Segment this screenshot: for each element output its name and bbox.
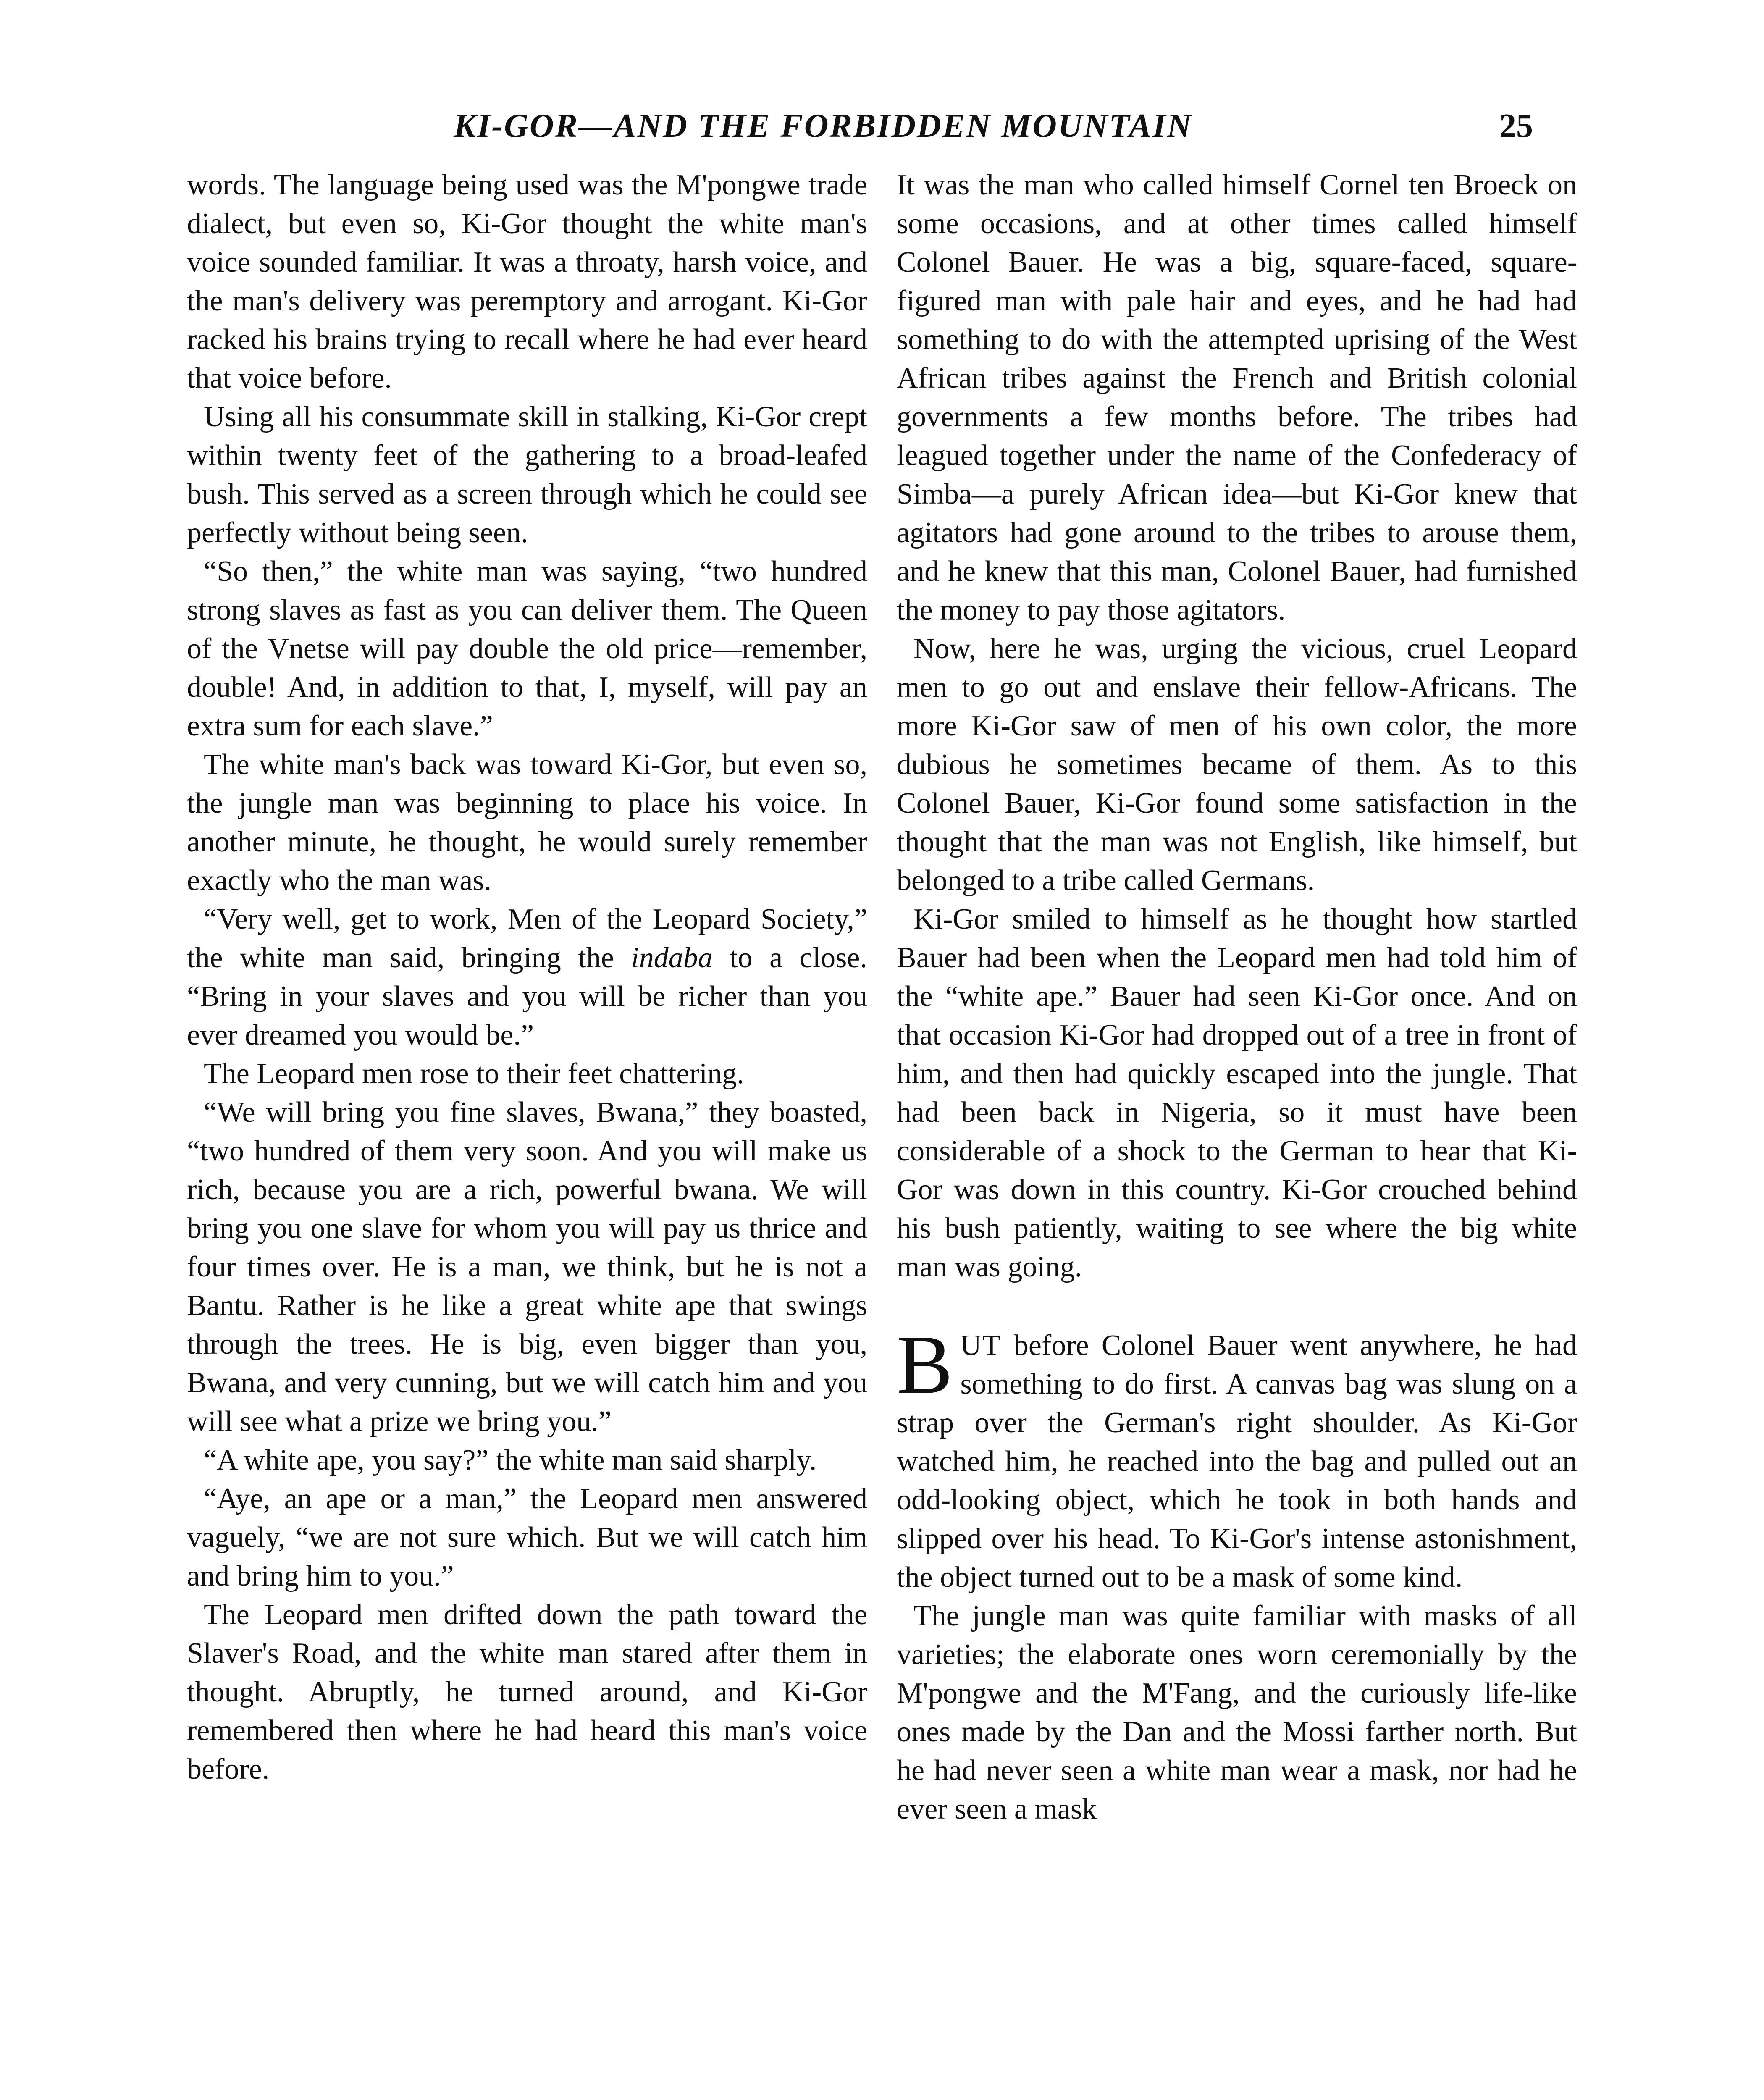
paragraph: Using all his consummate skill in stalking, Ki-Gor crept within twenty feet of the gathering to a broad-leafed bush. This served as a screen through which he could see perfectly without being seen. (187, 401, 867, 549)
small-caps-lead: UT (960, 1329, 1001, 1362)
paragraph: words. The language being used was the M'pongwe trade dialect, but even so, Ki-Gor thought the white man's voice sounded familiar. It was a throaty, harsh voice, and the man's delivery was peremptory and arrogant. Ki-Gor racked his brains trying to recall where he had ever heard that voice before. (187, 169, 867, 394)
paragraph: The Leopard men rose to their feet chattering. (204, 1058, 744, 1090)
paragraph: Ki-Gor smiled to himself as he thought how startled Bauer had been when the Leopard men had told him of the “white ape.” Bauer had seen Ki-Gor once. And on that occasion Ki-Gor had dropped out of a tree in front of him, and then had quickly escaped into the jungle. That had been back in Nigeria, so it must have been considerable of a shock to the German to hear that Ki-Gor was down in this country. Ki-Gor crouched behind his bush patiently, waiting to see where the big white man was going. (897, 903, 1577, 1283)
section-start-paragraph (897, 1318, 1577, 1597)
paragraph-text: “Very well, get to work, Men of the Leopard Society,” the white man said, bringing the (187, 903, 867, 974)
right-column (897, 166, 1577, 1829)
paragraph-text: to a close. “Bring in your slaves and you will be richer than you ever dreamed you would be.” (187, 942, 867, 1051)
paragraph: It was the man who called himself Cornel ten Broeck on some occasions, and at other times called himself Colonel Bauer. He was a big, square-faced, square-figured man with pale hair and eyes, and he had had something to do with the attempted uprising of the West African tribes against the French and British colonial governments a few months before. The tribes had leagued together under the name of the Confederacy of Simba—a purely African idea—but Ki-Gor knew that agitators had gone around to the tribes to arouse them, and he knew that this man, Colonel Bauer, had furnished the money to pay those agitators. (897, 169, 1577, 626)
drop-cap: B (897, 1318, 953, 1411)
italic-word: indaba (631, 942, 713, 974)
paragraph: The jungle man was quite familiar with masks of all varieties; the elaborate ones worn ceremonially by the M'pongwe and the M'Fang, and the curiously life-like ones made by the Dan and the Mossi farther north. But he had never seen a white man wear a mask, nor had he ever seen a mask (897, 1600, 1577, 1825)
paragraph (187, 900, 867, 1055)
page-number: 25 (1499, 108, 1533, 144)
paragraph: The Leopard men drifted down the path toward the Slaver's Road, and the white man stared after them in thought. Abruptly, he turned around, and Ki-Gor remembered then where he had heard this man's voice before. (187, 1599, 867, 1785)
paragraph: “We will bring you fine slaves, Bwana,” they boasted, “two hundred of them very soon. And you will make us rich, because you are a rich, powerful bwana. We will bring you one slave for whom you will pay us thrice and four times over. He is a man, we think, but he is not a Bantu. Rather is he like a great white ape that swings through the trees. He is big, even bigger than you, Bwana, and very cunning, but we will catch him and you will see what a prize we bring you.” (187, 1096, 867, 1438)
paragraph: “A white ape, you say?” the white man said sharply. (204, 1444, 817, 1476)
left-column (187, 166, 867, 1789)
paragraph: Now, here he was, urging the vicious, cruel Leopard men to go out and enslave their fellow-Africans. The more Ki-Gor saw of men of his own color, the more dubious he sometimes became of them. As to this Colonel Bauer, Ki-Gor found some satisfaction in the thought that the man was not English, like himself, but belonged to a tribe called Germans. (897, 633, 1577, 897)
running-head: KI-GOR—AND THE FORBIDDEN MOUNTAIN (454, 108, 1193, 144)
paragraph: “So then,” the white man was saying, “two hundred strong slaves as fast as you can deliver them. The Queen of the Vnetse will pay double the old price—remember, double! And, in addition to that, I, myself, will pay an extra sum for each slave.” (187, 555, 867, 742)
paragraph: “Aye, an ape or a man,” the Leopard men answered vaguely, “we are not sure which. But we will catch him and bring him to you.” (187, 1483, 867, 1592)
paragraph-text: before Colonel Bauer went anywhere, he had something to do first. A canvas bag was slung on a strap over the German's right shoulder. As Ki-Gor watched him, he reached into the bag and pulled out an odd-looking object, which he took in both hands and slipped over his head. To Ki-Gor's intense astonishment, the object turned out to be a mask of some kind. (897, 1329, 1577, 1593)
paragraph: The white man's back was toward Ki-Gor, but even so, the jungle man was beginning to place his voice. In another minute, he thought, he would surely remember exactly who the man was. (187, 748, 867, 897)
